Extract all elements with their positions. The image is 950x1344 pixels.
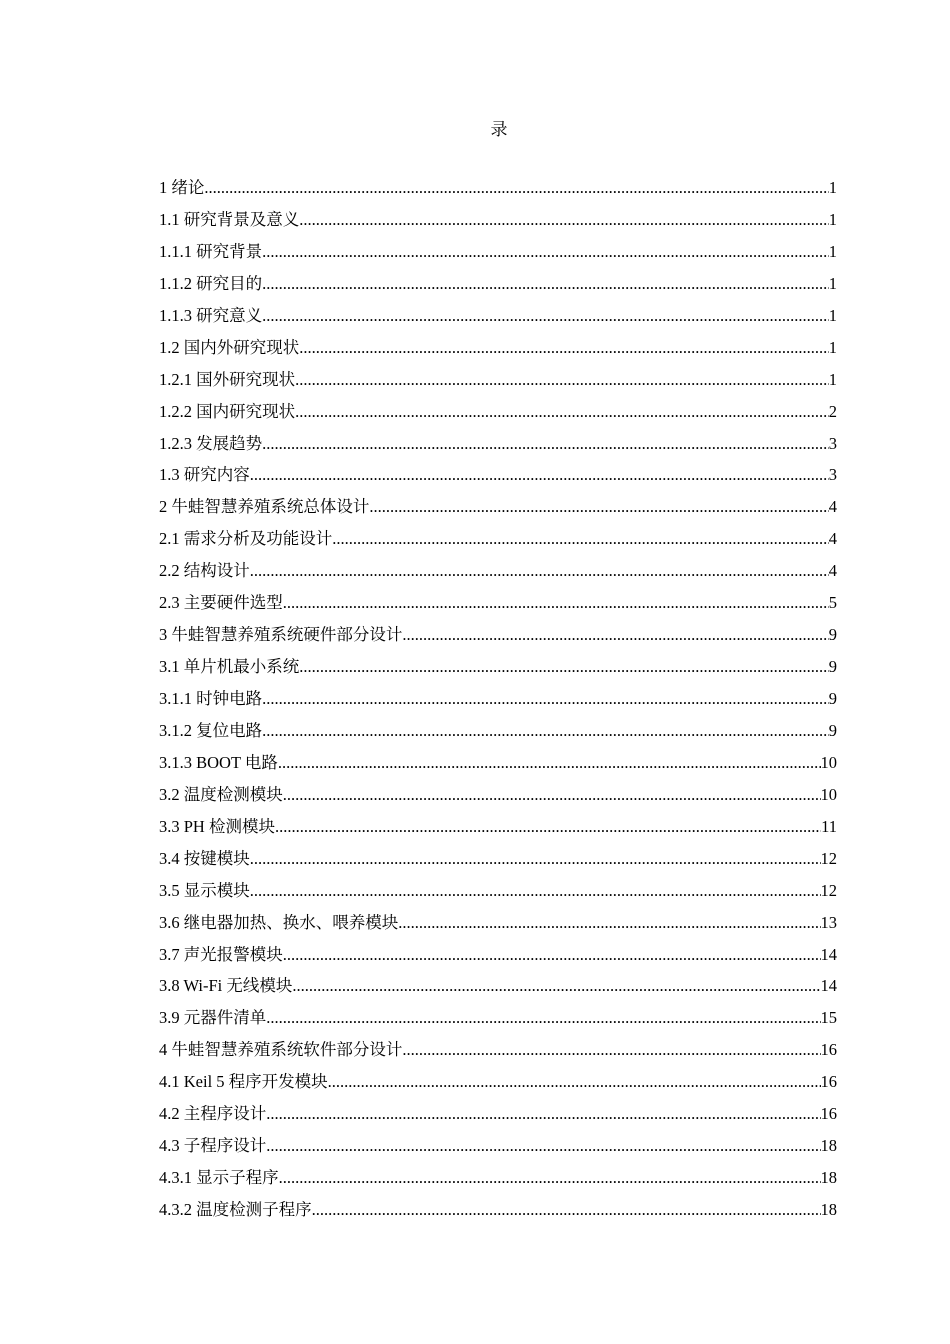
toc-dot-leader	[398, 907, 820, 939]
toc-entry-label: 4.2 主程序设计	[159, 1104, 267, 1124]
toc-entry[interactable]	[159, 907, 837, 939]
toc-entry-page-number: 15	[820, 1008, 837, 1028]
toc-entry-page-number: 13	[820, 912, 837, 932]
toc-entry-label: 3.6 继电器加热、换水、喂养模块	[159, 912, 399, 932]
toc-entry-label: 3.7 声光报警模块	[159, 944, 283, 964]
toc-entry-label: 1.2.1 国外研究现状	[159, 369, 296, 389]
toc-title: 录	[490, 120, 508, 139]
toc-dot-leader	[299, 332, 829, 364]
toc-entry-label: 2 牛蛙智慧养殖系统总体设计	[159, 497, 370, 517]
toc-entry-label: 1.2.3 发展趋势	[159, 433, 263, 453]
toc-entry[interactable]	[159, 1034, 837, 1066]
toc-entry[interactable]	[159, 683, 837, 715]
toc-entry-page-number: 18	[820, 1168, 837, 1188]
toc-entry-label: 3.2 温度检测模块	[159, 784, 283, 804]
toc-entry-label: 3.8 Wi-Fi 无线模块	[159, 976, 293, 996]
toc-dot-leader	[328, 1066, 821, 1098]
toc-dot-leader	[250, 555, 829, 587]
toc-entry-page-number: 1	[828, 369, 837, 389]
toc-entry-label: 4 牛蛙智慧养殖系统软件部分设计	[159, 1040, 403, 1060]
toc-dot-leader	[299, 651, 829, 683]
toc-entry[interactable]	[159, 523, 837, 555]
toc-dot-leader	[262, 236, 829, 268]
toc-entry-label: 3.1.2 复位电路	[159, 720, 263, 740]
toc-entry[interactable]	[159, 364, 837, 396]
toc-entry-page-number: 9	[828, 657, 837, 677]
toc-dot-leader	[402, 1034, 820, 1066]
toc-entry-label: 3.4 按键模块	[159, 848, 250, 868]
toc-entry-page-number: 4	[828, 497, 837, 517]
toc-dot-leader	[295, 396, 829, 428]
toc-entry[interactable]	[159, 811, 837, 843]
toc-entry[interactable]	[159, 1194, 837, 1226]
toc-entry[interactable]	[159, 1002, 837, 1034]
toc-dot-leader	[262, 428, 829, 460]
toc-entry[interactable]	[159, 715, 837, 747]
toc-entry-page-number: 14	[820, 976, 837, 996]
toc-entry-label: 3.1.3 BOOT 电路	[159, 752, 278, 772]
toc-entry-page-number: 9	[828, 689, 837, 708]
toc-entry-label: 3.3 PH 检测模块	[159, 816, 275, 836]
toc-entry[interactable]	[159, 1066, 837, 1098]
toc-entry-page-number: 4	[828, 529, 837, 549]
toc-entry-label: 2.2 结构设计	[159, 561, 250, 581]
toc-entry-page-number: 10	[820, 752, 837, 772]
toc-entry-label: 3.5 显示模块	[159, 880, 250, 900]
toc-entry[interactable]	[159, 300, 837, 332]
toc-entry-label: 1.1.2 研究目的	[159, 273, 263, 293]
toc-dot-leader	[312, 1194, 821, 1226]
toc-entry-page-number: 4	[828, 561, 837, 581]
toc-dot-leader	[402, 619, 828, 651]
toc-dot-leader	[262, 715, 829, 747]
toc-entry-page-number: 1	[828, 241, 837, 261]
toc-entry-page-number: 12	[820, 880, 837, 900]
toc-entry[interactable]	[159, 747, 837, 779]
toc-dot-leader	[266, 1130, 820, 1162]
toc-dot-leader	[283, 779, 821, 811]
toc-entry[interactable]	[159, 651, 837, 683]
toc-entry[interactable]	[159, 939, 837, 971]
toc-dot-leader	[262, 683, 829, 715]
toc-dot-leader	[204, 172, 828, 204]
toc-dot-leader	[250, 875, 821, 907]
toc-entry[interactable]	[159, 843, 837, 875]
toc-entry-page-number: 18	[820, 1136, 837, 1156]
toc-entry-page-number: 16	[820, 1104, 837, 1124]
toc-entry-page-number: 5	[828, 593, 837, 613]
toc-entry-page-number: 3	[828, 433, 837, 453]
toc-entry[interactable]	[159, 555, 837, 587]
toc-entry-page-number: 1	[828, 273, 837, 293]
toc-entry[interactable]	[159, 587, 837, 619]
toc-entry-page-number: 16	[820, 1072, 837, 1092]
toc-entry-label: 1.3 研究内容	[159, 465, 250, 485]
toc-dot-leader	[275, 811, 821, 843]
toc-entry-label: 1 绪论	[159, 178, 205, 197]
toc-entry[interactable]	[159, 268, 837, 300]
toc-dot-leader	[262, 300, 829, 332]
toc-entry-page-number: 9	[828, 720, 837, 740]
toc-entry-page-number: 14	[820, 944, 837, 964]
toc-dot-leader	[262, 268, 829, 300]
toc-dot-leader	[279, 1162, 821, 1194]
toc-entry[interactable]	[159, 970, 837, 1002]
toc-entry-page-number: 2	[828, 401, 837, 421]
toc-dot-leader	[283, 939, 821, 971]
toc-entry-page-number: 12	[820, 848, 837, 868]
toc-entry-page-number: 18	[820, 1200, 837, 1219]
toc-entry-label: 3.1.1 时钟电路	[159, 689, 263, 708]
toc-entry[interactable]	[159, 491, 837, 523]
toc-entry[interactable]	[159, 1130, 837, 1162]
toc-entry-page-number: 11	[821, 816, 837, 836]
toc-entry[interactable]	[159, 459, 837, 491]
toc-entry-label: 4.3.2 温度检测子程序	[159, 1200, 312, 1219]
toc-entry-page-number: 16	[820, 1040, 837, 1060]
toc-dot-leader	[299, 204, 829, 236]
toc-entry-page-number: 1	[828, 178, 837, 197]
toc-entry-page-number: 9	[828, 625, 837, 645]
toc-dot-leader	[250, 843, 821, 875]
toc-dot-leader	[250, 459, 829, 491]
toc-entry-page-number: 1	[828, 305, 837, 325]
toc-entry-label: 2.3 主要硬件选型	[159, 593, 283, 613]
toc-entry-label: 2.1 需求分析及功能设计	[159, 529, 333, 549]
toc-dot-leader	[292, 970, 820, 1002]
toc-entry[interactable]	[159, 172, 837, 204]
toc-entry-page-number: 10	[820, 784, 837, 804]
toc-entry[interactable]	[159, 1098, 837, 1130]
toc-entry-page-number: 3	[828, 465, 837, 485]
toc-entry-label: 3 牛蛙智慧养殖系统硬件部分设计	[159, 625, 403, 645]
toc-entry-label: 1.1.3 研究意义	[159, 305, 263, 325]
toc-entry-label: 4.3.1 显示子程序	[159, 1168, 279, 1188]
toc-entry[interactable]	[159, 428, 837, 460]
toc-entry-label: 3.9 元器件清单	[159, 1008, 267, 1028]
toc-entry[interactable]	[159, 875, 837, 907]
toc-entry[interactable]	[159, 779, 837, 811]
toc-entry-label: 1.2 国内外研究现状	[159, 337, 300, 357]
table-of-contents	[159, 172, 837, 1226]
toc-dot-leader	[369, 491, 828, 523]
toc-entry[interactable]	[159, 396, 837, 428]
toc-dot-leader	[278, 747, 821, 779]
toc-dot-leader	[283, 587, 829, 619]
toc-entry-page-number: 1	[828, 337, 837, 357]
toc-entry[interactable]	[159, 619, 837, 651]
toc-entry[interactable]	[159, 332, 837, 364]
toc-entry[interactable]	[159, 204, 837, 236]
toc-dot-leader	[266, 1098, 820, 1130]
toc-entry-label: 3.1 单片机最小系统	[159, 657, 300, 677]
toc-dot-leader	[332, 523, 829, 555]
toc-entry[interactable]	[159, 236, 837, 268]
toc-dot-leader	[266, 1002, 820, 1034]
toc-entry-label: 4.3 子程序设计	[159, 1136, 267, 1156]
toc-entry-label: 1.1 研究背景及意义	[159, 209, 300, 229]
toc-entry[interactable]	[159, 1162, 837, 1194]
toc-entry-page-number: 1	[828, 209, 837, 229]
toc-entry-label: 1.1.1 研究背景	[159, 241, 263, 261]
toc-dot-leader	[295, 364, 829, 396]
toc-entry-label: 4.1 Keil 5 程序开发模块	[159, 1072, 328, 1092]
toc-entry-label: 1.2.2 国内研究现状	[159, 401, 296, 421]
